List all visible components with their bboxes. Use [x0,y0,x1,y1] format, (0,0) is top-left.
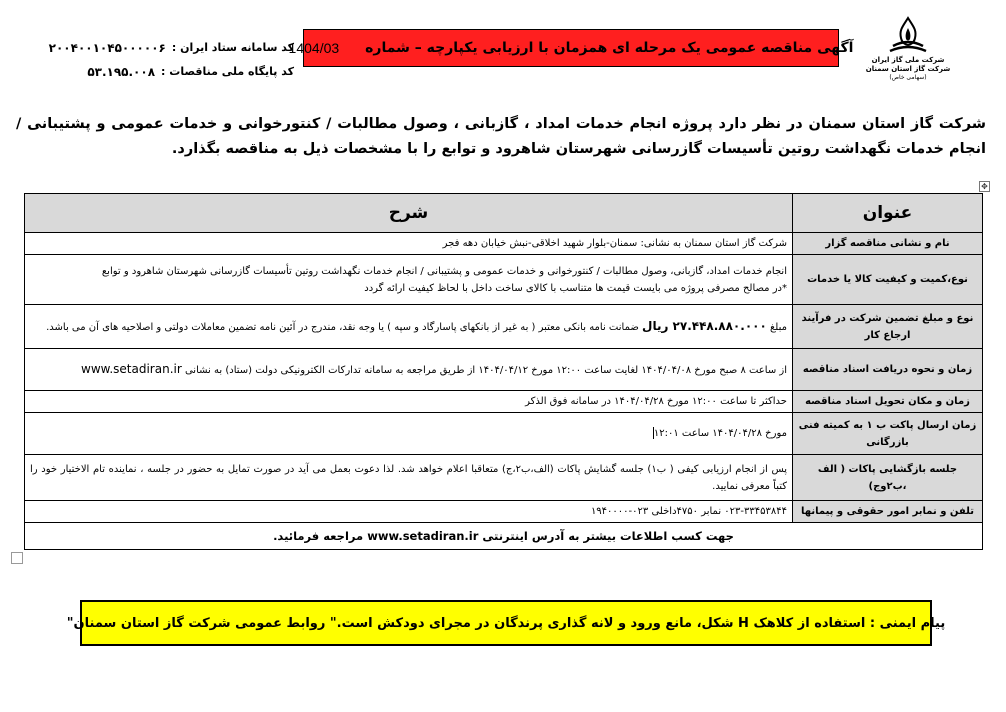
setad-code-label: کد سامانه ستاد ایران : [171,41,294,54]
table-footer-row [25,523,983,550]
col-title-header: عنوان [793,194,983,233]
amount-prefix: مبلغ [769,321,787,333]
row-label: زمان و مکان تحویل اسناد مناقصه [793,391,983,413]
guarantee-amount: ۲۷.۴۴۸.۸۸۰.۰۰۰ ریال [642,318,767,333]
footer-cell [25,523,983,550]
row-value [25,255,793,305]
tender-number: 1404/03 [288,40,340,56]
footer-text-before: جهت کسب اطلاعات بیشتر به آدرس اینترنتی [482,529,734,543]
footer-text-after: مراجعه فرمائید. [273,529,364,543]
row-value: حداکثر تا ساعت ۱۲:۰۰ مورخ ۱۴۰۴/۰۴/۲۸ در سامانه فوق الذکر [25,391,793,413]
national-code-value: ۵۳.۱۹۵.۰۰۸ [87,65,156,79]
col-desc-header: شرح [25,194,793,233]
row-value-note: *در مصالح مصرفی پروژه می بایست قیمت ها متناسب با کالای ساخت داخل با لحاظ کیفیت ارائه گردد [364,282,787,294]
row-value [25,349,793,391]
table-row [25,391,983,413]
doc-receive-text: از ساعت ۸ صبح مورخ ۱۴۰۴/۰۴/۰۸ لغایت ساعت ۱۲:۰۰ مورخ ۱۴۰۴/۰۴/۱۲ از طریق مراجعه به سامانه تدارکات الکترونیکی دولت (ستاد) به نشانی [184,364,787,376]
row-value: ۰۲۳-۳۳۴۵۳۸۴۴ نمابر ۴۷۵۰داخلی ۰۲۳-۱۹۴۰۰۰۰ [25,501,793,523]
setad-link[interactable]: www.setadiran.ir [81,361,182,376]
send-envelope-text: مورخ ۱۴۰۴/۰۴/۲۸ ساعت ۱۲:۰۱ [653,428,787,439]
table-row [25,413,983,455]
national-code-label: کد پایگاه ملی مناقصات : [161,65,294,78]
table-row [25,455,983,501]
logo-line-3: (سهامی خاص) [889,74,927,81]
safety-message: پیام ایمنی : استفاده از کلاهک H شکل، مانع ورود و لانه گذاری پرندگان در مجرای دودکش است." روابط عمومی شرکت گاز استان سمنان" [80,600,932,646]
guarantee-text: ضمانت نامه بانکی معتبر ( به غیر از بانکهای پاسارگاد و سپه ) یا وجه نقد، مندرج در آئین نامه تضمین معاملات دولتی و اصلاحیه های آن می باشد. [46,321,639,333]
intro-paragraph: شرکت گاز استان سمنان در نظر دارد پروژه انجام خدمات امداد ، گازبانی ، وصول مطالبات / کنتورخوانی و خدمات عمومی و پشتیبانی / انجام خدمات نگهداشت روتین تأسیسات گازرسانی شهرستان شاهرود و توابع را با مشخصات ذیل به مناقصه بگذارد. [16,116,986,157]
announcement-title-box [288,29,854,67]
row-value: شرکت گاز استان سمنان به نشانی: سمنان-بلوار شهید اخلاقی-نبش خیابان دهه فجر [25,233,793,255]
company-logo [848,16,968,106]
row-label: تلفن و نمابر امور حقوقی و پیمانها [793,501,983,523]
table-row [25,305,983,349]
table-row [25,501,983,523]
national-code-row [24,60,294,84]
row-value-line: انجام خدمات امداد، گازبانی، وصول مطالبات / کنتورخوانی و خدمات عمومی و پشتیبانی / انجام خدمات نگهداشت روتین تأسیسات گازرسانی شهرستان شاهرود و توابع [101,265,787,277]
gas-company-emblem-icon [885,16,931,56]
row-label: نوع و مبلغ تضمین شرکت در فرآیند ارجاع کار [793,305,983,349]
row-label: زمان و نحوه دریافت اسناد مناقصه [793,349,983,391]
table-header-row [25,194,983,233]
table-row [25,255,983,305]
setad-code-row [24,36,294,60]
footer-link[interactable]: www.setadiran.ir [367,529,479,543]
table-move-handle-icon[interactable]: ✥ [979,181,990,192]
tender-details-table [24,193,983,550]
row-label: زمان ارسال پاکت ب ۱ به کمیته فنی بازرگانی [793,413,983,455]
logo-line-1: شرکت ملی گاز ایران [871,56,945,64]
row-label: نام و نشانی مناقصه گزار [793,233,983,255]
row-value[interactable] [25,413,793,455]
table-resize-handle-icon[interactable] [11,552,23,564]
row-value: پس از انجام ارزیابی کیفی ( ب۱) جلسه گشایش پاکات (الف،ب۲،ج) متعاقبا اعلام خواهد شد. لذا دعوت بعمل می آید در صورت تمایل به حضور در جلسه ، نماینده تام الاختیار خود را کتباً معرفی نمایید. [25,455,793,501]
row-value [25,305,793,349]
setad-code-value: ۲۰۰۴۰۰۱۰۴۵۰۰۰۰۰۶ [48,41,166,55]
tender-codes [24,36,294,84]
row-label: جلسه بازگشایی پاکات ( الف ،ب۲وج) [793,455,983,501]
table-row [25,349,983,391]
table-row [25,233,983,255]
logo-line-2: شرکت گاز استان سمنان [865,65,951,73]
row-label: نوع،کمیت و کیفیت کالا یا خدمات [793,255,983,305]
announcement-title: آگهی مناقصه عمومی یک مرحله ای همزمان با ارزیابی یکپارچه – شماره [365,40,854,56]
